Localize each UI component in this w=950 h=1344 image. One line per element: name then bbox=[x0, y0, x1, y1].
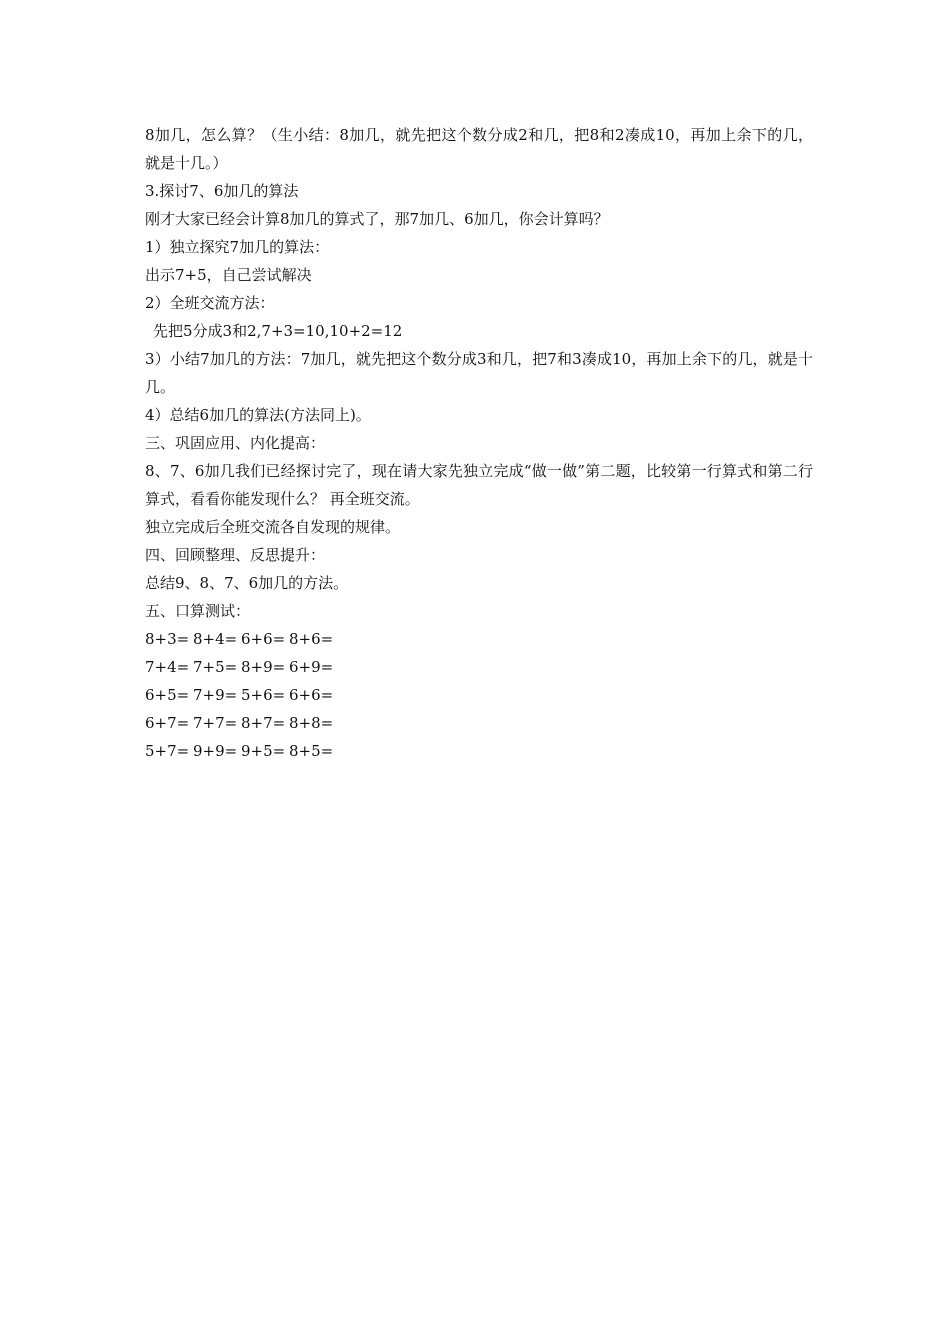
drill-item: 8+5= bbox=[289, 742, 334, 760]
step-4: 4）总结6加几的算法(方法同上)。 bbox=[145, 406, 371, 424]
document-body bbox=[145, 121, 813, 765]
section-5-heading: 五、口算测试： bbox=[145, 602, 251, 620]
drill-item: 8+7= bbox=[241, 714, 286, 732]
section-4-heading: 四、回顾整理、反思提升： bbox=[145, 546, 326, 564]
section-3-followup: 独立完成后全班交流各自发现的规律。 bbox=[145, 518, 401, 536]
oral-drill-table bbox=[145, 625, 813, 765]
drill-row bbox=[145, 653, 813, 681]
drill-item: 5+6= bbox=[241, 686, 286, 704]
drill-item: 6+9= bbox=[289, 658, 334, 676]
heading-explore-7-6: 3.探讨7、6加几的算法 bbox=[145, 182, 299, 200]
drill-item: 8+9= bbox=[241, 658, 286, 676]
section-3-heading: 三、巩固应用、内化提高： bbox=[145, 434, 326, 452]
drill-item: 8+3= bbox=[145, 630, 190, 648]
drill-item: 6+5= bbox=[145, 686, 190, 704]
drill-item: 8+4= bbox=[193, 630, 238, 648]
drill-item: 7+5= bbox=[193, 658, 238, 676]
drill-item: 6+6= bbox=[289, 686, 334, 704]
step-2-detail: 先把5分成3和2,7+3=10,10+2=12 bbox=[153, 322, 403, 340]
drill-item: 7+7= bbox=[193, 714, 238, 732]
step-2: 2）全班交流方法： bbox=[145, 294, 275, 312]
paragraph-summary-8: 8加几，怎么算？（生小结：8加几，就先把这个数分成2和几，把8和2凑成10，再加上余下的几， 就是十几。） bbox=[145, 126, 813, 172]
drill-item: 8+6= bbox=[289, 630, 334, 648]
section-4-paragraph: 总结9、8、7、6加几的方法。 bbox=[145, 574, 349, 592]
step-1: 1）独立探究7加几的算法： bbox=[145, 238, 330, 256]
paragraph-question: 刚才大家已经会计算8加几的算式了，那7加几、6加几，你会计算吗？ bbox=[145, 210, 609, 228]
drill-item: 7+4= bbox=[145, 658, 190, 676]
drill-item: 9+5= bbox=[241, 742, 286, 760]
step-1-detail: 出示7+5，自己尝试解决 bbox=[145, 266, 312, 284]
drill-item: 6+6= bbox=[241, 630, 286, 648]
section-3-paragraph: 8、7、6加几我们已经探讨完了，现在请大家先独立完成“做一做”第二题，比较第一行算式和第二行算式，看看你能发现什么？ 再全班交流。 bbox=[145, 462, 813, 508]
drill-row bbox=[145, 709, 813, 737]
drill-item: 8+8= bbox=[289, 714, 334, 732]
drill-item: 5+7= bbox=[145, 742, 190, 760]
drill-item: 7+9= bbox=[193, 686, 238, 704]
drill-item: 6+7= bbox=[145, 714, 190, 732]
drill-row bbox=[145, 681, 813, 709]
drill-row bbox=[145, 737, 813, 765]
drill-item: 9+9= bbox=[193, 742, 238, 760]
drill-row bbox=[145, 625, 813, 653]
step-3-summary: 3）小结7加几的方法：7加几，就先把这个数分成3和几，把7和3凑成10，再加上余下的几，就是十几。 bbox=[145, 350, 813, 396]
